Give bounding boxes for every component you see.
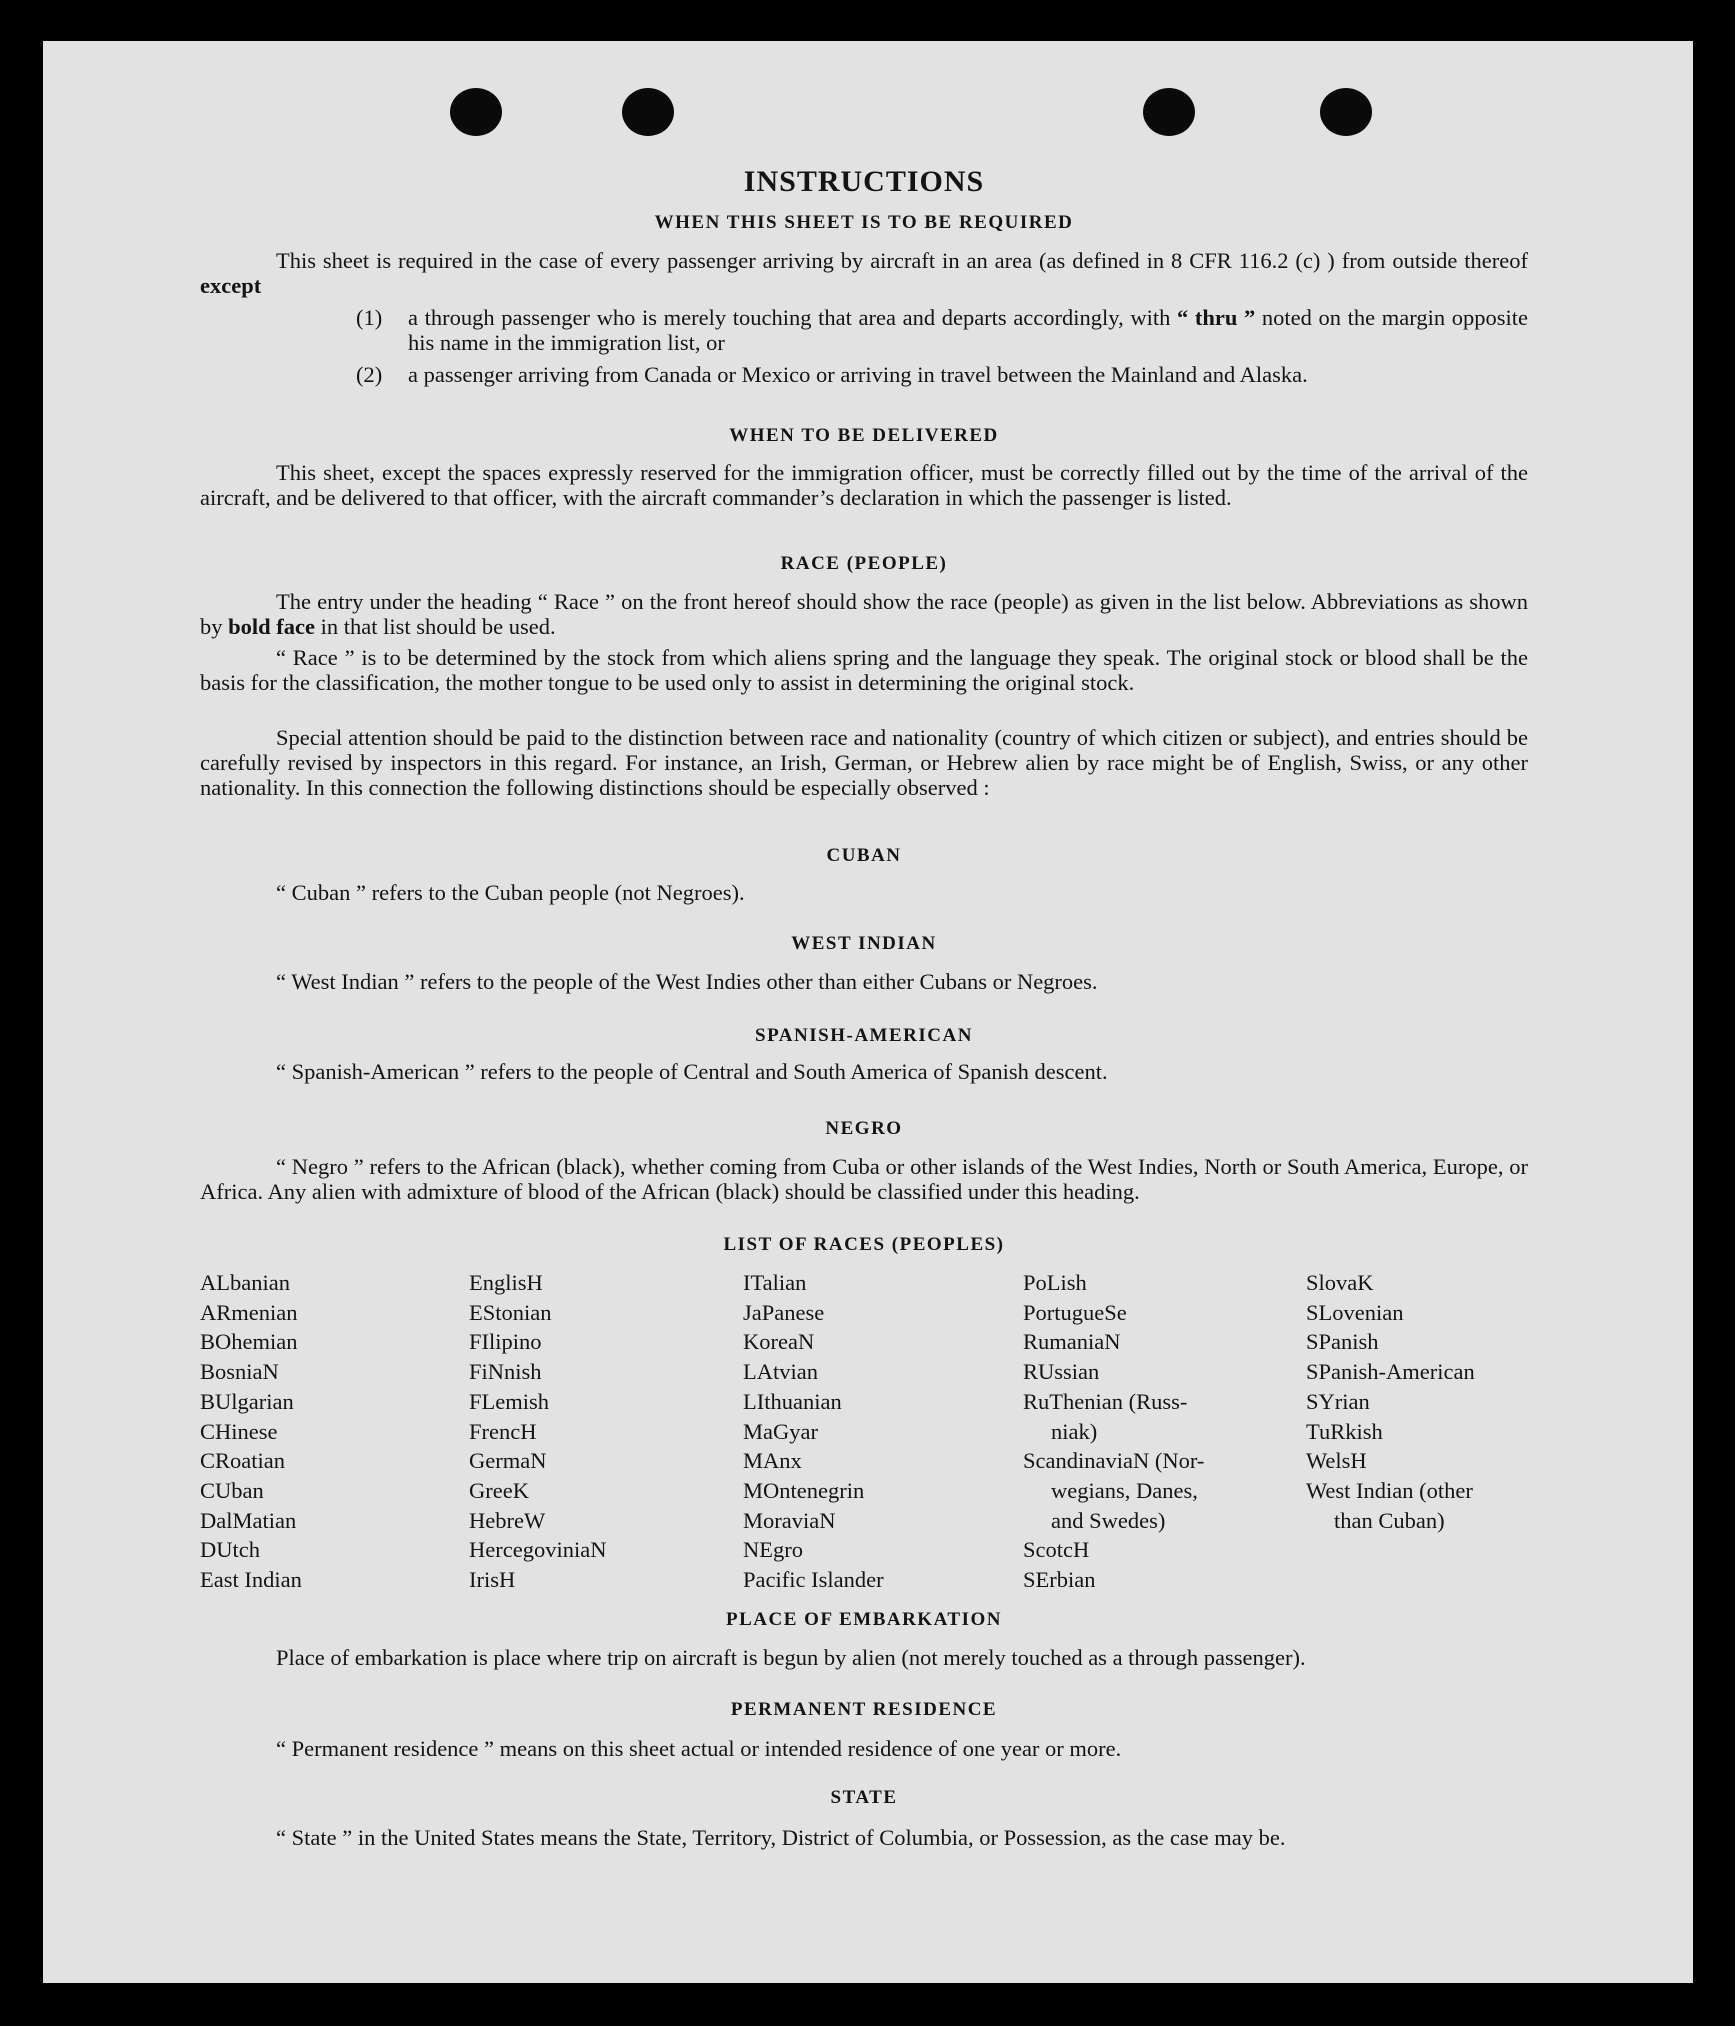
race-entry: West Indian (other	[1306, 1477, 1473, 1503]
paragraph-race-1	[200, 589, 1528, 639]
race-entry: BOhemian	[200, 1329, 298, 1355]
race-entry: PoLish	[1023, 1270, 1087, 1295]
race-entry: RuThenian (Russ-	[1023, 1388, 1188, 1414]
heading-residence: PERMANENT RESIDENCE	[730, 1699, 998, 1720]
paragraph-residence: “ Permanent residence ” means on this sheet actual or intended residence of one year or more.	[276, 1736, 1122, 1761]
race-entry: BosniaN	[200, 1359, 279, 1385]
race-entry: EnglisH	[469, 1270, 543, 1295]
list-item	[356, 362, 1528, 387]
heading-west-indian: WEST INDIAN	[791, 933, 937, 954]
race-entry: ITalian	[743, 1270, 807, 1295]
race-entry: RUssian	[1023, 1359, 1100, 1385]
race-entry: Pacific Islander	[743, 1567, 884, 1593]
race-entry: than Cuban)	[1334, 1507, 1445, 1533]
race-entry: MoraviaN	[743, 1507, 836, 1533]
race-entry: SlovaK	[1306, 1270, 1374, 1295]
race-entry: MAnx	[743, 1448, 802, 1474]
race-entry: and Swedes)	[1051, 1507, 1166, 1533]
race-entry: JaPanese	[743, 1299, 825, 1325]
heading-negro: NEGRO	[825, 1118, 903, 1139]
race-entry: FIlipino	[469, 1329, 542, 1355]
heading-list-of-races: LIST OF RACES (PEOPLES)	[723, 1234, 1005, 1255]
paragraph-when-delivered: This sheet, except the spaces expressly reserved for the immigration officer, must be correctly filled out by the time of the arrival of the aircraft, and be delivered to that officer, with the aircraft commander’s declaration in which the passenger is listed.	[200, 460, 1528, 510]
race-entry: DUtch	[200, 1537, 260, 1563]
punch-hole	[450, 88, 502, 136]
paragraph-race-2: “ Race ” is to be determined by the stock from which aliens spring and the language they speak. The original stock or blood shall be the basis for the classification, the mother tongue to be used only to assist in determining the original stock.	[200, 645, 1528, 695]
race-entry: BUlgarian	[200, 1388, 294, 1414]
heading-cuban: CUBAN	[826, 845, 902, 866]
heading-state: STATE	[830, 1787, 898, 1808]
paragraph-state: “ State ” in the United States means the State, Territory, District of Columbia, or Possession, as the case may be.	[276, 1825, 1286, 1850]
race-entry: KoreaN	[743, 1329, 815, 1355]
races-column	[1306, 1268, 1475, 1535]
text: a through passenger who is merely touching that area and departs accordingly, with	[408, 305, 1171, 330]
races-column	[200, 1268, 302, 1595]
heading-spanish-american: SPANISH-AMERICAN	[755, 1025, 973, 1046]
punch-hole	[622, 88, 674, 136]
race-entry: SYrian	[1306, 1388, 1370, 1414]
paragraph-west-indian: “ West Indian ” refers to the people of the West Indies other than either Cubans or Negroes.	[276, 969, 1098, 994]
paragraph-when-required	[200, 248, 1528, 298]
heading-when-required: WHEN THIS SHEET IS TO BE REQUIRED	[654, 212, 1074, 233]
paragraph-spanish-american: “ Spanish-American ” refers to the people of Central and South America of Spanish descent.	[276, 1059, 1108, 1084]
text: The entry under the heading “ Race ” on the front hereof should show the race (people) as given in the list below. Abbreviations as shown by	[200, 589, 1528, 639]
paragraph-race-3: Special attention should be paid to the distinction between race and nationality (country of which citizen or subject), and entries should be carefully revised by inspectors in this regard. For instance, an Irish, German, or Hebrew alien by race might be of English, Swiss, or any other nationality. In this connection the following distinctions should be especially observed :	[200, 725, 1528, 800]
races-column	[1023, 1268, 1204, 1595]
race-entry: MOntenegrin	[743, 1477, 865, 1503]
race-entry: FiNnish	[469, 1359, 542, 1385]
heading-embarkation: PLACE OF EMBARKATION	[726, 1609, 1002, 1630]
heading-race: RACE (PEOPLE)	[780, 553, 948, 574]
list-item	[356, 305, 1528, 355]
race-entry: DalMatian	[200, 1507, 297, 1533]
race-entry: RumaniaN	[1023, 1329, 1121, 1355]
page-title: INSTRUCTIONS	[743, 165, 985, 198]
race-entry: PortugueSe	[1023, 1299, 1127, 1325]
item-text: a passenger arriving from Canada or Mexico or arriving in travel between the Mainland and Alaska.	[408, 362, 1308, 387]
race-entry: SLovenian	[1306, 1299, 1404, 1325]
text: noted on the margin opposite his name in the immigration list, or	[408, 305, 1529, 355]
race-entry: CHinese	[200, 1418, 278, 1444]
race-entry: GermaN	[469, 1448, 547, 1474]
race-entry: TuRkish	[1306, 1418, 1383, 1444]
race-entry: East Indian	[200, 1567, 302, 1593]
race-entry: wegians, Danes,	[1051, 1477, 1198, 1503]
race-entry: MaGyar	[743, 1418, 818, 1444]
race-entry: GreeK	[469, 1477, 529, 1503]
races-column	[743, 1268, 884, 1595]
race-entry: HercegoviniaN	[469, 1537, 607, 1563]
race-entry: WelsH	[1306, 1448, 1367, 1474]
race-entry: ScandinaviaN (Nor-	[1023, 1448, 1205, 1474]
race-entry: LAtvian	[743, 1359, 818, 1385]
item-text	[356, 305, 1528, 355]
race-entry: CUban	[200, 1477, 264, 1503]
race-entry: ALbanian	[200, 1270, 290, 1295]
paragraph-embarkation: Place of embarkation is place where trip on aircraft is begun by alien (not merely touched as a through passenger).	[276, 1645, 1306, 1670]
paragraph-text: This sheet is required in the case of every passenger arriving by aircraft in an area (as defined in 8 CFR 116.2 (c) ) from outside thereof	[276, 248, 1528, 273]
race-entry: IrisH	[469, 1567, 516, 1593]
bold-text: except	[200, 273, 262, 298]
race-entry: SErbian	[1023, 1567, 1096, 1593]
race-entry: ScotcH	[1023, 1537, 1090, 1563]
punch-hole	[1320, 88, 1372, 136]
race-entry: SPanish-American	[1306, 1359, 1475, 1385]
race-entry: HebreW	[469, 1507, 546, 1533]
paragraph-negro: “ Negro ” refers to the African (black), whether coming from Cuba or other islands of the West Indies, North or South America, Europe, or Africa. Any alien with admixture of blood of the African (black) should be classified under this heading.	[200, 1154, 1528, 1204]
race-entry: NEgro	[743, 1537, 803, 1563]
race-entry: FrencH	[469, 1418, 537, 1444]
text: in that list should be used.	[320, 614, 556, 639]
item-number: (1)	[356, 305, 383, 330]
bold-text: “ thru ”	[1176, 305, 1256, 330]
race-entry: LIthuanian	[743, 1388, 842, 1414]
races-column	[469, 1268, 606, 1595]
race-entry: FLemish	[469, 1388, 550, 1414]
bold-text: bold face	[228, 614, 315, 639]
race-entry: niak)	[1051, 1418, 1098, 1444]
race-entry: SPanish	[1306, 1329, 1379, 1355]
race-entry: ARmenian	[200, 1299, 298, 1325]
paragraph-cuban: “ Cuban ” refers to the Cuban people (not Negroes).	[276, 880, 745, 905]
punch-hole	[1143, 88, 1195, 136]
race-entry: EStonian	[469, 1299, 552, 1325]
race-entry: CRoatian	[200, 1448, 285, 1474]
item-number: (2)	[356, 362, 383, 387]
heading-when-delivered: WHEN TO BE DELIVERED	[729, 425, 999, 446]
